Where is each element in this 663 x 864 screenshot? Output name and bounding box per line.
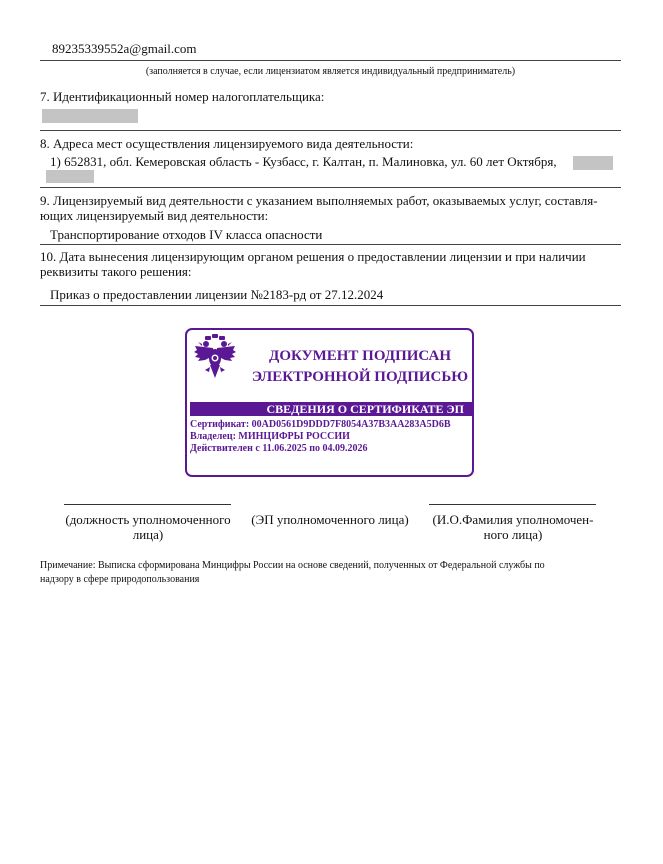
- section-8-label: 8. Адреса мест осуществления лицензируемого вида деятельности:: [40, 136, 414, 151]
- signature-position-caption: [56, 512, 240, 542]
- licensee-email: 89235339552a@gmail.com: [52, 41, 197, 56]
- signature-name-line2: ного лица): [483, 527, 543, 542]
- footnote-line1: Примечание: Выписка сформирована Минцифры России на основе сведений, полученных от Федеральной службы по: [40, 560, 545, 571]
- stamp-title-line2: ЭЛЕКТРОННОЙ ПОДПИСЬЮ: [251, 369, 469, 385]
- section-10-label-line2: реквизиты такого решения:: [40, 264, 192, 279]
- footnote: [40, 559, 545, 587]
- signature-position-line2: лица): [132, 527, 164, 542]
- divider: [40, 60, 621, 61]
- divider: [40, 187, 621, 188]
- divider: [40, 130, 621, 131]
- divider: [40, 305, 621, 306]
- redacted-address-part: [573, 156, 613, 170]
- section-9-value: Транспортирование отходов IV класса опасности: [50, 227, 323, 242]
- redacted-address-part: [46, 170, 94, 183]
- section-9-label-line1: 9. Лицензируемый вид деятельности с указанием выполняемых работ, оказываемых услуг, составля-: [40, 193, 598, 208]
- section-7-label: 7. Идентификационный номер налогоплательщика:: [40, 89, 325, 104]
- section-8-address: 1) 652831, обл. Кемеровская область - Кузбасс, г. Калтан, п. Малиновка, ул. 60 лет Октября,: [50, 154, 557, 169]
- stamp-certificate-band: СВЕДЕНИЯ О СЕРТИФИКАТЕ ЭП: [190, 402, 472, 416]
- signature-ep-caption: [240, 512, 420, 527]
- double-headed-eagle-icon: [191, 334, 239, 382]
- electronic-signature-stamp: [185, 328, 474, 477]
- footnote-line2: надзору в сфере природопользования: [40, 574, 200, 585]
- stamp-owner: Владелец: МИНЦИФРЫ РОССИИ: [190, 431, 350, 442]
- signature-name-caption: [420, 512, 606, 542]
- stamp-validity: Действителен с 11.06.2025 по 04.09.2026: [190, 443, 368, 454]
- signature-name-line1: (И.О.Фамилия уполномочен-: [432, 512, 594, 527]
- section-10-label-line1: 10. Дата вынесения лицензирующим органом решения о предоставлении лицензии и при наличии: [40, 249, 586, 264]
- signature-rule-position: [64, 504, 231, 505]
- signature-ep-line: (ЭП уполномоченного лица): [251, 512, 409, 527]
- signature-rule-name: [429, 504, 596, 505]
- stamp-certificate: Сертификат: 00AD0561D9DDD7F8054A37B3AA283A5D6B: [190, 419, 451, 430]
- section-9-label-line2: ющих лицензируемый вид деятельности:: [40, 208, 269, 223]
- divider: [40, 244, 621, 245]
- email-note: (заполняется в случае, если лицензиатом является индивидуальный предприниматель): [145, 66, 516, 77]
- redacted-inn: [42, 109, 138, 123]
- signature-position-line1: (должность уполномоченного: [65, 512, 231, 527]
- section-10-value: Приказ о предоставлении лицензии №2183-рд от 27.12.2024: [50, 287, 384, 302]
- stamp-title-line1: ДОКУМЕНТ ПОДПИСАН: [269, 348, 451, 364]
